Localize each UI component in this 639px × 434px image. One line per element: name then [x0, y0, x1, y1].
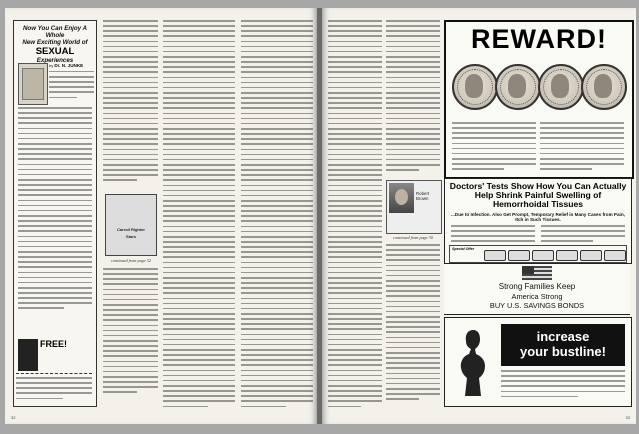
sexual-experiences-ad [13, 20, 97, 407]
coin-row [452, 58, 624, 116]
hemorrhoid-subhead: ...Due to Infection. Also Get Prompt, Temporary Relief in Many Cases from Pain, Itch in Such Tissues. [451, 211, 625, 223]
left-page-number: 32 [11, 415, 16, 420]
product-tube-5 [580, 250, 602, 261]
right-page-number: 33 [625, 415, 630, 420]
bustline-line-2 [501, 344, 625, 359]
hemorrhoid-body [451, 225, 625, 245]
bustline-ad [444, 317, 632, 407]
left-page [5, 8, 317, 424]
free-label: FREE! [40, 339, 67, 349]
reward-text-left [452, 122, 536, 172]
bonds-line-2: America Strong [511, 292, 563, 301]
bustline-word-bustline: bustline! [551, 344, 606, 359]
hemorrhoid-ad [444, 178, 632, 264]
right-text-column-2b [386, 244, 440, 408]
penny-coin-3 [538, 64, 584, 110]
special-offer-label: Special Offer [452, 247, 475, 251]
flag-icon [522, 266, 552, 280]
ad-byline-prefix: by [49, 63, 54, 68]
photo-name: Robert Brown [416, 191, 430, 201]
penny-coin-2 [495, 64, 541, 110]
photo-caption-2: Stars [125, 234, 136, 239]
ad-headline [16, 25, 94, 46]
bonds-line-1: Strong Families Keep [498, 282, 576, 291]
savings-bonds-ad [444, 264, 630, 315]
bustline-word-your: your [520, 344, 549, 359]
left-text-column-2b [103, 268, 158, 408]
woman-silhouette-image [453, 326, 493, 398]
free-offer-image [18, 339, 38, 371]
reward-title: REWARD! [471, 24, 607, 54]
ad-author: Dr. N. JUNKE [54, 63, 84, 68]
bustline-body [501, 370, 625, 401]
robert-brown-photo [386, 180, 442, 234]
ad-headline-line-4: Experiences [36, 56, 74, 64]
product-tube-4 [556, 250, 578, 261]
reward-text [452, 122, 624, 172]
portrait-image [389, 183, 414, 213]
reward-text-right [540, 122, 624, 172]
ad-body-text [18, 107, 92, 313]
bonds-line-3: BUY U.S. SAVINGS BONDS [489, 301, 585, 310]
right-page [322, 8, 636, 424]
left-text-column-3 [163, 20, 235, 408]
ad-headline-big: SEXUAL [35, 46, 75, 57]
hemorrhoid-headline: Doctors' Tests Show How You Can Actually Help Shrink Painful Swelling of Hemorrhoidal Tissues [449, 181, 627, 210]
product-tube-3 [532, 250, 554, 261]
right-text-column-1 [328, 20, 382, 408]
order-coupon [16, 373, 92, 402]
special-offer-box [449, 245, 627, 263]
ad-headline-line-2: New Exciting World [22, 39, 81, 46]
continued-note: continued from page 30 [393, 235, 433, 240]
left-text-column-2a [103, 20, 158, 190]
ad-byline [49, 64, 94, 102]
ad-headline-line-3: of [81, 39, 88, 46]
product-tube-2 [508, 250, 530, 261]
bustline-line-1: increase [536, 329, 590, 344]
penny-coin-4 [581, 64, 627, 110]
product-tube-6 [604, 250, 626, 261]
photo-caption-1: Carroll Righter [116, 227, 145, 232]
reward-coin-ad [444, 20, 634, 179]
carroll-righter-photo [105, 194, 157, 256]
ad-headline-line-1: Now You Can Enjoy A Whole [22, 25, 88, 39]
right-text-column-2a [386, 20, 440, 178]
book-cover-image [18, 63, 48, 105]
penny-coin-1 [452, 64, 498, 110]
left-text-column-4 [241, 20, 313, 408]
bustline-banner [501, 324, 625, 366]
product-tube-1 [484, 250, 506, 261]
continued-note: continued from page 32 [111, 258, 151, 263]
